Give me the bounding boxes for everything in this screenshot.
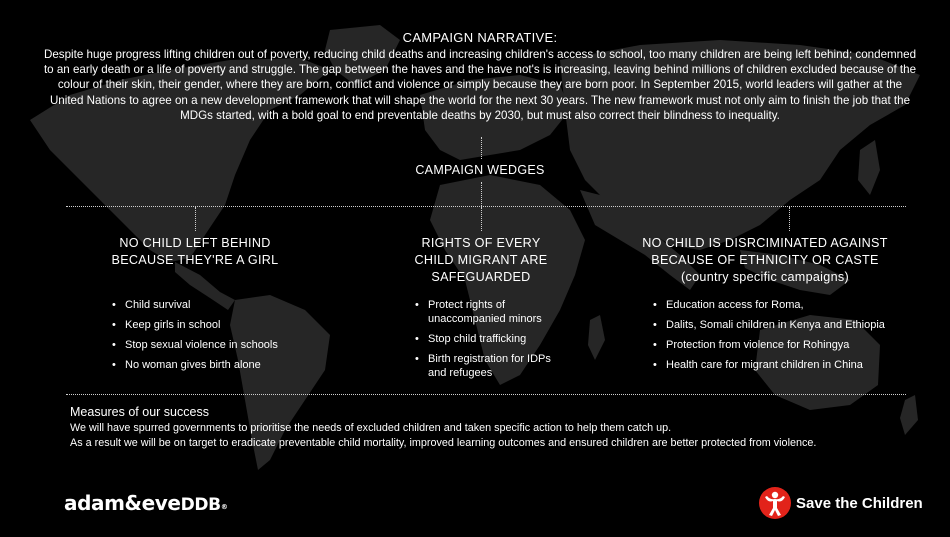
list-item: • Keep girls in school	[112, 318, 312, 332]
list-item: • Protection from violence for Rohingya	[653, 338, 923, 352]
wedges-divider-top	[66, 206, 906, 207]
save-the-children-logo	[758, 483, 923, 523]
wedge-1-bullets	[112, 298, 312, 378]
wedge-2-title: RIGHTS OF EVERY CHILD MIGRANT ARE SAFEGUARDED	[414, 236, 548, 284]
wedge-3-subtitle: (country specific campaigns)	[681, 270, 849, 284]
wedge-3-bullets	[653, 298, 923, 378]
connector-column-1	[195, 207, 196, 231]
list-item: • Stop child trafficking	[415, 332, 555, 346]
list-item: • Birth registration for IDPs and refugees	[415, 352, 555, 380]
list-item: • Child survival	[112, 298, 312, 312]
measures-line-1: We will have spurred governments to prioritise the needs of excluded children and taken specific action to help them catch up.	[70, 422, 672, 434]
save-the-children-icon	[758, 486, 792, 520]
connector-wedges-title-down	[481, 182, 482, 206]
connector-column-3	[789, 207, 790, 231]
save-the-children-wordmark: Save the Children	[796, 494, 923, 512]
japan-shape	[858, 140, 880, 195]
wedges-divider-bottom	[66, 394, 906, 395]
list-item: • Stop sexual violence in schools	[112, 338, 312, 352]
connector-column-2	[481, 207, 482, 231]
adam-eve-ddb-logo: adam&eveDDB®	[64, 491, 228, 515]
measures-line-2: As a result we will be on target to eradicate preventable child mortality, improved learning outcomes and ensured children are better protected from violence.	[70, 436, 817, 449]
list-item: • Education access for Roma,	[653, 298, 923, 312]
list-item: • Health care for migrant children in China	[653, 358, 923, 372]
list-item: • Dalits, Somali children in Kenya and Ethiopia	[653, 318, 923, 332]
madagascar-shape	[588, 315, 605, 360]
measures-of-success	[70, 405, 930, 450]
wedge-2-bullets	[415, 298, 555, 386]
wedge-3-title: NO CHILD IS DISRCIMINATED AGAINST BECAUSE OF ETHNICITY OR CASTE (country specific campaigns)	[625, 235, 905, 286]
wedge-1-title: NO CHILD LEFT BEHIND BECAUSE THEY'RE A GIRL	[111, 236, 279, 267]
wedges-title: CAMPAIGN WEDGES	[415, 163, 545, 177]
list-item: • No woman gives birth alone	[112, 358, 312, 372]
list-item: • Protect rights of unaccompanied minors	[415, 298, 555, 326]
connector-narrative-to-wedges	[481, 137, 482, 159]
measures-title: Measures of our success	[70, 405, 209, 419]
narrative-title: CAMPAIGN NARRATIVE:	[402, 30, 558, 45]
narrative-body: Despite huge progress lifting children out of poverty, reducing child deaths and increasing children's access to school, too many children are being left behind; condemned to an early death or a life of poverty and struggle. The gap between the haves and the have not's is increasing, leaving behind millions of children excluded because of the colour of their skin, their gender, where they are born, conflict and violence or simply because they are born poor. In September 2015, world leaders will gather at the United Nations to agree on a new development framework that will shape the world for the next 30 years. The new framework must not only aim to finish the job that the MDGs started, with a bold goal to end preventable deaths by 2030, but must also correct their blindness to inequality.	[43, 48, 917, 122]
campaign-narrative	[40, 30, 920, 123]
